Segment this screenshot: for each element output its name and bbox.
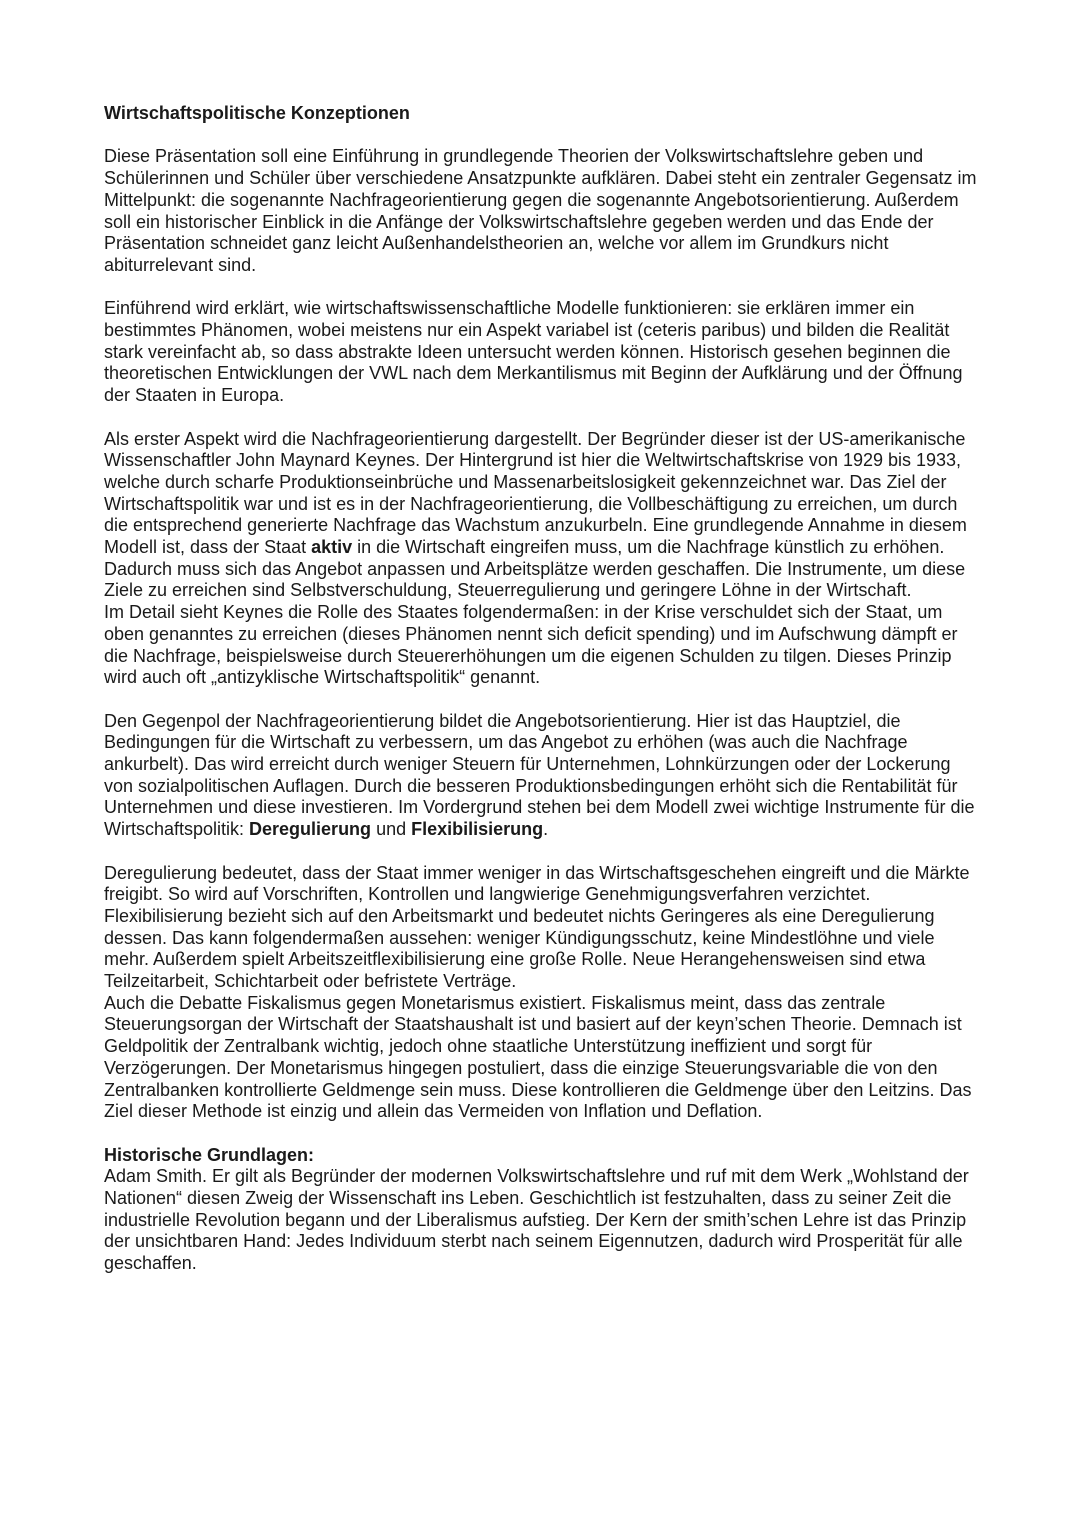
emphasis-flexibilisierung: Flexibilisierung [411,819,544,840]
paragraph-supply-text-mid: und [371,819,412,840]
paragraph-keynes-detail: Im Detail sieht Keynes die Rolle des Staates folgendermaßen: in der Krise verschuldet sich der Staat, um oben genanntes zu erreichen (dieses Phänomen nennt sich deficit spending) und im Aufschwung dämpft er die Nachfrage, beispielsweise durch Steuererhöhungen um die eigenen Schulden zu tilgen. Dieses Prinzip wird auch oft „antizyklische Wirtschaftspolitik“ genannt. [104,602,958,688]
paragraph-adam-smith: Adam Smith. Er gilt als Begründer der modernen Volkswirtschaftslehre und ruf mit dem Werk „Wohlstand der Nationen“ diesen Zweig der Wissenschaft ins Leben. Geschichtlich ist festzuhalten, dass zu seiner Zeit die industrielle Revolution begann und der Liberalismus aufstieg. Der Kern der smith’schen Lehre ist das Prinzip der unsichtbaren Hand: Jedes Individuum sterbt nach seinem Eigennutzen, dadurch wird Prosperität für alle geschaffen. [104,1166,969,1274]
emphasis-deregulierung: Deregulierung [249,819,372,840]
document-title: Wirtschaftspolitische Konzeptionen [104,103,410,123]
paragraph-flexibilization: Flexibilisierung bezieht sich auf den Arbeitsmarkt und bedeutet nichts Geringeres als eine Deregulierung dessen. Das kann folgendermaßen aussehen: weniger Kündigungsschutz, keine Mindestlöhne und viele mehr. Außerdem spielt Arbeitszeitflexibilisierung eine große Rolle. Neue Herangehensweisen sind etwa Teilzeitarbeit, Schichtarbeit oder befristete Verträge. [104,905,935,992]
paragraph-demand-text-a: Als erster Aspekt wird die Nachfrageorientierung dargestellt. Der Begründer dieser ist der US-amerikanische Wissenschaftler John Maynard Keynes. Der Hintergrund ist hier die Weltwirtschaftskrise von 1929 bis 1933, welche durch scharfe Produktionseinbrüche und Massenarbeitslosigkeit gekennzeichnet war. Das Ziel der Wirtschaftspolitik war und ist es in der Nachfrageorientierung, die Vollbeschäftigung zu erreichen, um durch die entsprechend generierte Nachfrage das Wachstum anzukurbeln. Eine grundlegende Annahme in diesem Modell ist, dass der Staat [104,428,967,558]
paragraph-supply-orientation [104,711,984,841]
paragraph-models: Einführend wird erklärt, wie wirtschaftswissenschaftliche Modelle funktionieren: sie erklären immer ein bestimmtes Phänomen, wobei meistens nur ein Aspekt variabel ist (ceteris paribus) und bilden die Realität stark vereinfacht ab, so dass abstrakte Ideen untersucht werden können. Historisch gesehen beginnen die theoretischen Entwicklungen der VWL nach dem Merkantilismus mit Beginn der Aufklärung und der Öffnung der Staaten in Europa. [104,298,963,406]
paragraph-supply-text-end: . [543,819,549,840]
section-heading-historical: Historische Grundlagen: [104,1144,315,1165]
paragraph-fiscalism-monetarism: Auch die Debatte Fiskalismus gegen Monetarismus existiert. Fiskalismus meint, dass das zentrale Steuerungsorgan der Wirtschaft der Staatshaushalt ist und basiert auf der keyn’schen Theorie. Demnach ist Geldpolitik der Zentralbank wichtig, jedoch ohne staatliche Unterstützung ineffizient und sorgt für Verzögerungen. Der Monetarismus hingegen postuliert, dass die einzige Steuerungsvariable die von den Zentralbanken kontrollierte Geldmenge sein muss. Diese kontrollieren die Geldmenge über den Leitzins. Das Ziel dieser Methode ist einzig und allein das Vermeiden von Inflation und Deflation. [104,992,972,1122]
paragraph-supply-text-a: Den Gegenpol der Nachfrageorientierung bildet die Angebotsorientierung. Hier ist das Hauptziel, die Bedingungen für die Wirtschaft zu verbessern, um das Angebot zu erhöhen (was auch die Nachfrage ankurbelt). Das wird erreicht durch weniger Steuern für Unternehmen, Lohnkürzungen oder der Lockerung von sozialpolitischen Auflagen. Durch die besseren Produktionsbedingungen erhöht sich die Rentabilität für Unternehmen und diese investieren. Im Vordergrund stehen bei dem Modell zwei wichtige Instrumente für die Wirtschaftspolitik: [104,710,975,840]
emphasis-aktiv: aktiv [311,537,353,558]
paragraph-demand-orientation [104,429,984,603]
paragraph-deregulation: Deregulierung bedeutet, dass der Staat immer weniger in das Wirtschaftsgeschehen eingreift und die Märkte freigibt. So wird auf Vorschriften, Kontrollen und langwierige Genehmigungsverfahren verzichtet. [104,862,970,905]
document-page [104,103,984,1275]
paragraph-introduction: Diese Präsentation soll eine Einführung in grundlegende Theorien der Volkswirtschaftslehre geben und Schülerinnen und Schüler über verschiedene Ansatzpunkte aufklären. Dabei steht ein zentraler Gegensatz im Mittelpunkt: die sogenannte Nachfrageorientierung gegen die sogenannte Angebotsorientierung. Außerdem soll ein historischer Einblick in die Anfänge der Volkswirtschaftslehre gegeben werden und das Ende der Präsentation schneidet ganz leicht Außenhandelstheorien an, welche vor allem im Grundkurs nicht abiturrelevant sind. [104,146,977,275]
paragraph-demand-text-b: in die Wirtschaft eingreifen muss, um die Nachfrage künstlich zu erhöhen. Dadurch muss sich das Angebot anpassen und Arbeitsplätze werden geschaffen. Die Instrumente, um diese Ziele zu erreichen sind Selbstverschuldung, Steuerregulierung und geringere Löhne in der Wirtschaft. [104,537,966,601]
